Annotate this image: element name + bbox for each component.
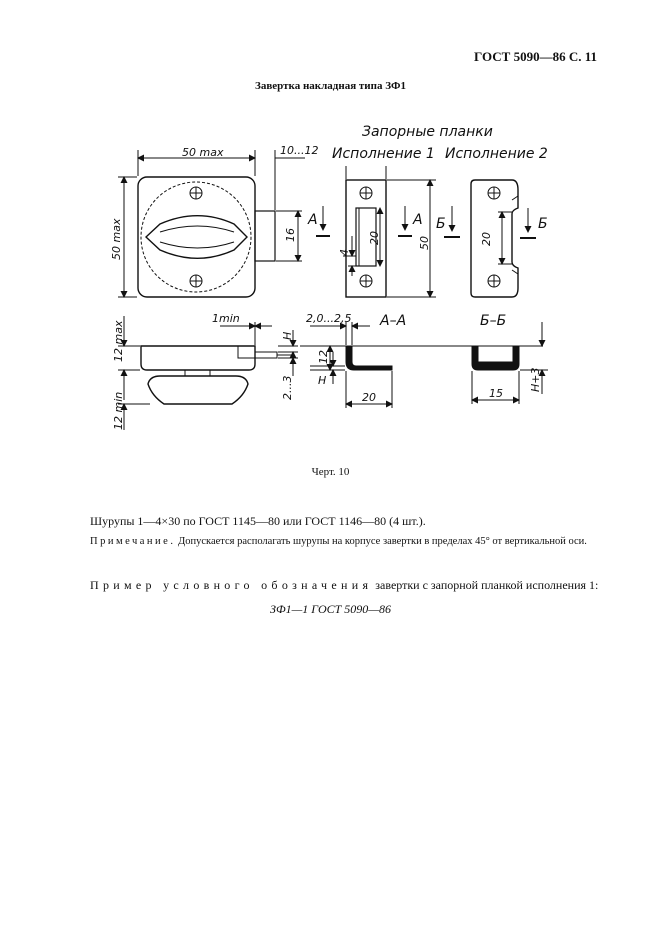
dim-2-3-label: 2...3 (281, 375, 294, 400)
striker-variant-2 (471, 180, 518, 297)
figure-caption: Черт. 10 (311, 466, 350, 478)
variant-1-heading: Исполнение 1 (332, 146, 435, 162)
note-paragraph (90, 534, 600, 550)
note-text: Допускается располагать шурупы на корпусе завертки в пределах 45° от вертикальной оси. (175, 536, 587, 547)
dim-h-section-label: Н (318, 374, 327, 387)
example-text: завертки с запорной планкой исполнения 1: (372, 578, 599, 592)
dim-12min-label: 12 min (112, 391, 125, 430)
example-line (90, 578, 598, 593)
section-bb-title: Б–Б (480, 313, 507, 329)
dim-12max-label: 12 max (112, 320, 125, 362)
dim-12-section-label: 12 (317, 350, 330, 364)
latch-side-view (141, 346, 292, 404)
example-label: Пример условного обозначения (90, 578, 373, 592)
technical-drawing (0, 110, 661, 460)
screws-line: Шурупы 1—4×30 по ГОСТ 1145—80 или ГОСТ 1146—80 (4 шт.). (90, 514, 426, 528)
note-label: Примечание. (90, 536, 176, 547)
dim-20-v2-label: 20 (480, 232, 493, 246)
variant-2-heading: Исполнение 2 (445, 146, 548, 162)
section-mark-a-left: А (308, 212, 318, 228)
section-mark-a-right: А (413, 212, 423, 228)
strikers-heading: Запорные планки (362, 124, 493, 140)
section-mark-b-left: Б (436, 216, 446, 232)
section-b-b (472, 346, 519, 370)
dim-16-label: 16 (284, 228, 297, 242)
section-a-a (346, 346, 392, 370)
page-header: ГОСТ 5090—86 С. 11 (474, 49, 597, 64)
dim-width-label: 50 max (182, 146, 224, 159)
dim-15-label: 15 (489, 387, 503, 400)
dim-h-label: Н (281, 331, 294, 340)
dim-2-0-2-5-label: 2,0...2,5 (306, 312, 352, 325)
designation: ЗФ1—1 ГОСТ 5090—86 (270, 602, 391, 616)
dim-20-v1-label: 20 (368, 231, 381, 245)
latch-front-view (138, 177, 275, 297)
dim-1min-label: 1min (212, 312, 240, 325)
dim-tab-label: 10...12 (280, 144, 319, 157)
dim-4-label: 4 (338, 249, 351, 256)
dim-h3-label: Н+3 (529, 367, 542, 392)
dim-height-label: 50 max (110, 218, 123, 260)
dim-50-label: 50 (418, 236, 431, 250)
dim-20-section-label: 20 (362, 391, 376, 404)
section-mark-b-right: Б (538, 216, 548, 232)
page-title: Завертка накладная типа ЗФ1 (255, 80, 406, 92)
section-aa-title: А–А (380, 313, 407, 329)
